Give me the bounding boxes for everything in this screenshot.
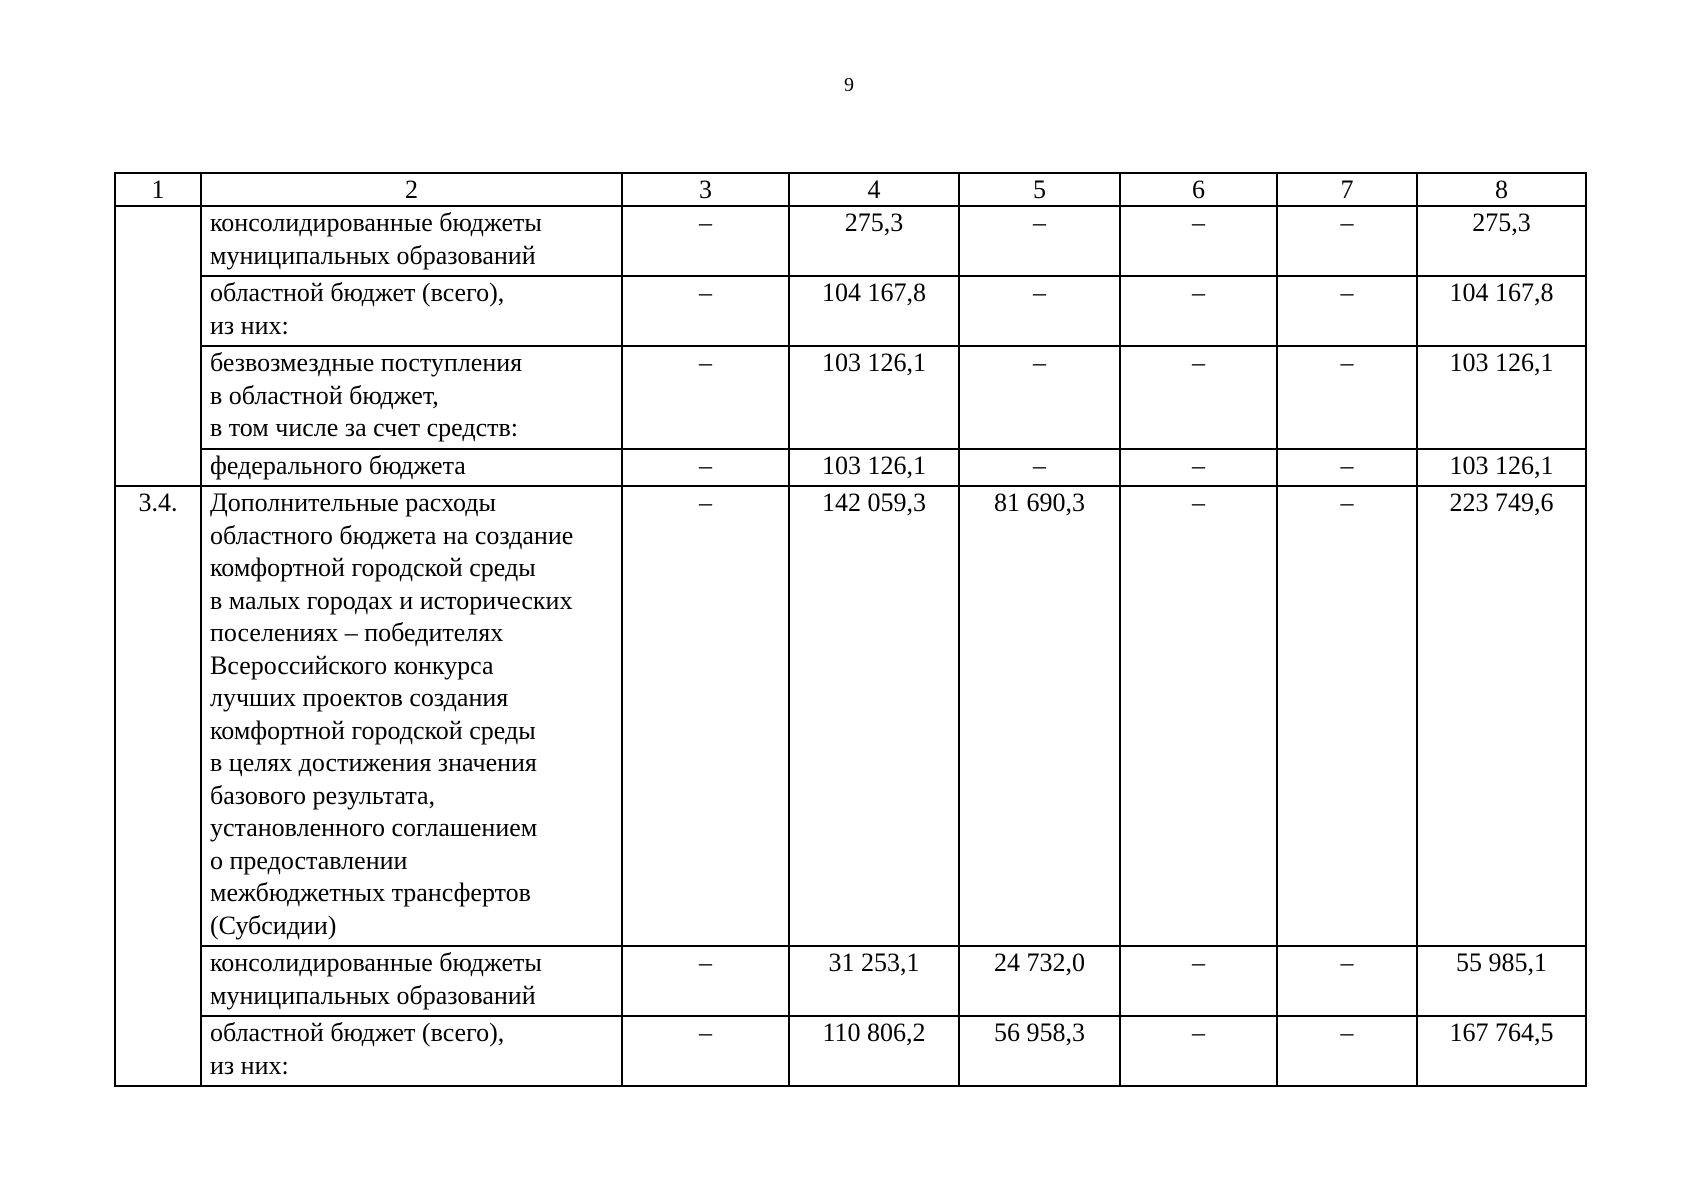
value-cell: – (1120, 206, 1277, 276)
item-name-line: в том числе за счет средств: (210, 413, 518, 442)
item-name-line: муниципальных образований (210, 240, 536, 270)
column-number-header: 5 (959, 173, 1120, 206)
value-cell: – (1277, 346, 1417, 449)
value-cell: – (959, 449, 1120, 487)
column-number-header: 6 (1120, 173, 1277, 206)
value-cell: – (1277, 206, 1417, 276)
value-cell: – (622, 206, 789, 276)
item-name-line: поселениях – победителях (210, 618, 504, 647)
item-name-line: федерального бюджета (210, 450, 466, 480)
header-row (115, 173, 1586, 206)
value-cell: 31 253,1 (789, 946, 959, 1016)
value-cell: 103 126,1 (789, 346, 959, 449)
value-cell: 142 059,3 (789, 486, 959, 946)
item-name-line: комфортной городской среды (210, 553, 536, 582)
value-cell: – (1277, 946, 1417, 1016)
value-cell: 56 958,3 (959, 1016, 1120, 1086)
item-name-line: установленного соглашением (210, 813, 538, 842)
table-row (115, 206, 1586, 276)
item-name-cell (201, 486, 622, 946)
item-name-line: из них: (210, 310, 289, 340)
table-row (115, 346, 1586, 449)
value-cell: – (1120, 486, 1277, 946)
row-number-cell (115, 206, 201, 486)
value-cell: – (959, 206, 1120, 276)
item-name-line: в целях достижения значения (210, 748, 537, 777)
item-name-line: областного бюджета на создание (210, 520, 574, 550)
value-cell: 81 690,3 (959, 486, 1120, 946)
item-name-line: из них: (210, 1050, 289, 1080)
table-row (115, 946, 1586, 1016)
value-cell: – (1120, 346, 1277, 449)
value-cell: 275,3 (789, 206, 959, 276)
value-cell: 104 167,8 (789, 276, 959, 346)
item-name-line: о предоставлении (210, 845, 408, 875)
item-name-line: в областной бюджет, (210, 380, 439, 410)
value-cell: – (1277, 486, 1417, 946)
item-name-cell (201, 276, 622, 346)
row-number-cell: 3.4. (115, 486, 201, 1086)
item-name-cell (201, 1016, 622, 1086)
column-number-header: 3 (622, 173, 789, 206)
total-cell: 55 985,1 (1417, 946, 1586, 1016)
value-cell: – (1120, 946, 1277, 1016)
item-name-line: муниципальных образований (210, 980, 536, 1010)
budget-table (114, 172, 1587, 1087)
item-name-line: Дополнительные расходы (210, 488, 496, 517)
total-cell: 275,3 (1417, 206, 1586, 276)
value-cell: – (622, 946, 789, 1016)
column-number-header: 2 (201, 173, 622, 206)
value-cell: – (959, 276, 1120, 346)
item-name-line: областной бюджет (всего), (210, 1018, 505, 1047)
table-row (115, 486, 1586, 946)
total-cell: 103 126,1 (1417, 346, 1586, 449)
value-cell: – (622, 1016, 789, 1086)
value-cell: 103 126,1 (789, 449, 959, 487)
item-name-line: безвозмездные поступления (210, 348, 523, 377)
total-cell: 167 764,5 (1417, 1016, 1586, 1086)
total-cell: 103 126,1 (1417, 449, 1586, 487)
item-name-line: базового результата, (210, 780, 436, 810)
column-number-header: 7 (1277, 173, 1417, 206)
item-name-cell (201, 946, 622, 1016)
item-name-line: консолидированные бюджеты (210, 208, 542, 237)
value-cell: – (1277, 276, 1417, 346)
value-cell: – (1120, 1016, 1277, 1086)
value-cell: – (622, 276, 789, 346)
value-cell: – (1120, 449, 1277, 487)
item-name-line: комфортной городской среды (210, 715, 536, 745)
value-cell: – (622, 346, 789, 449)
value-cell: – (622, 449, 789, 487)
item-name-cell (201, 206, 622, 276)
item-name-line: Всероссийского конкурса (210, 650, 494, 680)
table-row (115, 276, 1586, 346)
item-name-line: (Субсидии) (210, 910, 337, 940)
column-number-header: 1 (115, 173, 201, 206)
item-name-cell (201, 346, 622, 449)
item-name-line: в малых городах и исторических (210, 585, 573, 615)
item-name-line: консолидированные бюджеты (210, 948, 542, 977)
value-cell: – (1277, 449, 1417, 487)
table-row (115, 449, 1586, 487)
value-cell: – (622, 486, 789, 946)
value-cell: – (959, 346, 1120, 449)
total-cell: 104 167,8 (1417, 276, 1586, 346)
table-row (115, 1016, 1586, 1086)
column-number-header: 8 (1417, 173, 1586, 206)
item-name-cell (201, 449, 622, 487)
column-number-header: 4 (789, 173, 959, 206)
total-cell: 223 749,6 (1417, 486, 1586, 946)
value-cell: 110 806,2 (789, 1016, 959, 1086)
value-cell: 24 732,0 (959, 946, 1120, 1016)
value-cell: – (1120, 276, 1277, 346)
page-number: 9 (844, 74, 854, 96)
item-name-line: лучших проектов создания (210, 683, 509, 712)
value-cell: – (1277, 1016, 1417, 1086)
item-name-line: областной бюджет (всего), (210, 278, 505, 307)
item-name-line: межбюджетных трансфертов (210, 878, 531, 907)
